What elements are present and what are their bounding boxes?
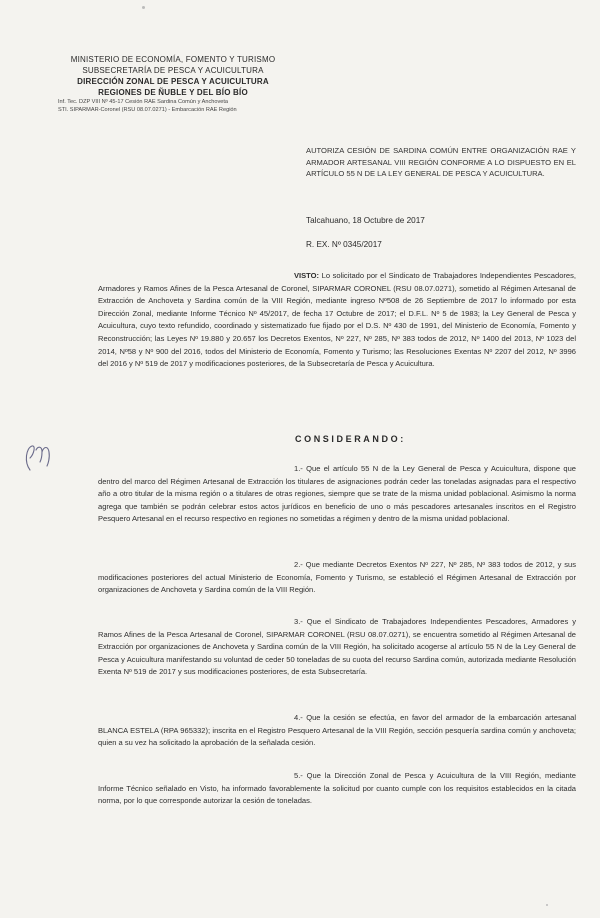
resolution-number: R. EX. Nº 0345/2017 [306, 240, 382, 249]
considerando-4-text: 4.- Que la cesión se efectúa, en favor del armador de la embarcación artesanal BLANCA ESTELA (RPA 965332); inscrita en el Registro Pesquero Artesanal de la VIII Región, sección pesquería sardina común y anchoveta; quien a su vez ha solicitado la aprobación de la señalada cesión. [98, 713, 576, 748]
ministry-line: MINISTERIO DE ECONOMÍA, FOMENTO Y TURISMO [70, 55, 276, 64]
reference-line-1: Inf. Tec. DZP VIII Nº 45-17 Cesión RAE Sardina Común y Anchoveta [58, 99, 229, 105]
scan-speck [546, 904, 548, 906]
scan-speck [142, 6, 145, 9]
reference-line-2: STI. SIPARMAR-Coronel (RSU 08.07.0271) - Embarcación RAE Región [58, 107, 237, 113]
direccion-zonal-line: DIRECCIÓN ZONAL DE PESCA Y ACUICULTURA [77, 77, 269, 86]
considerando-5 [98, 770, 576, 808]
considerando-2 [98, 559, 576, 597]
visto-text: Lo solicitado por el Sindicato de Trabajadores Independientes Pescadores, Armadores y Ramos Afines de la Pesca Artesanal de Coronel, SIPARMAR CORONEL (RSU 08.07.0271), sometido al Régimen Artesanal de Extracción de Anchoveta y Sardina común de la VIII Región, mediante ingreso Nº508 de 26 Septiembre de 2017 lo informado por esta Dirección Zonal, mediante Informe Técnico Nº 45/2017, de fecha 17 Octubre de 2017; el D.F.L. Nº 5 de 1983; la Ley General de Pesca y Acuicultura, cuyo texto refundido, coordinado y sistematizado fue fijado por el D.S. Nº 430 de 1991, del Ministerio de Economía, Fomento y Reconstrucción; las Leyes Nº 19.880 y 20.657 los Decretos Exentos, Nº 227, Nº 285, Nº 383 todos de 2012, Nº 1400 del 2013, Nº 1023 del 2014, Nº58 y Nº 900 del 2016, todos del Ministerio de Economía, Fomento y Turismo; las Resoluciones Exentas Nº 2207 del 2012, Nº 3996 del 2016 y Nº 519 de 2017 y modificaciones posteriores, de la Subsecretaría de Pesca y Acuicultura. [98, 271, 576, 369]
subsecretaria-line: SUBSECRETARÍA DE PESCA Y ACUICULTURA [82, 66, 264, 75]
considerando-3-text: 3.- Que el Sindicato de Trabajadores Independientes Pescadores, Armadores y Ramos Afines de la Pesca Artesanal de Coronel, SIPARMAR CORONEL (RSU 08.07.0271), se encuentra sometido al Régimen Artesanal de Extracción por organizaciones de Anchoveta y Sardina común de la VIII Región, ha solicitado acogerse al artículo 55 N de la Ley General de Pesca y Acuicultura manifestando su voluntad de ceder 50 toneladas de su cuota del recurso Sardina común, autorizada mediante Resolución Exenta Nº 519 de 2017 y sus modificaciones posteriores, de esta Subsecretaría. [98, 617, 576, 677]
letterhead [58, 54, 288, 114]
considerando-2-text: 2.- Que mediante Decretos Exentos Nº 227, Nº 285, Nº 383 todos de 2012, y sus modificaciones posteriores del actual Ministerio de Economía, Fomento y Turismo, se estableció el Régimen Artesanal de Extracción por organizaciones de Anchoveta y Sardina común de la VIII Región. [98, 560, 576, 595]
considerando-heading: CONSIDERANDO: [295, 434, 406, 444]
regiones-line: REGIONES DE ÑUBLE Y DEL BÍO BÍO [98, 88, 248, 97]
considerando-3 [98, 616, 576, 679]
considerando-5-text: 5.- Que la Dirección Zonal de Pesca y Acuicultura de la VIII Región, mediante Informe Técnico señalado en Visto, ha informado favorablemente la solicitud por cuanto cumple con los requisitos establecidos en la citada norma, por lo que corresponde autorizar la cesión de toneladas. [98, 771, 576, 806]
considerando-1-text: 1.- Que el artículo 55 N de la Ley General de Pesca y Acuicultura, dispone que dentro del marco del Régimen Artesanal de Extracción los titulares de asignaciones podrán ceder las toneladas asignadas para el respectivo año a otro titular de la misma región o a titulares de otras regiones, siempre que se trate de la misma unidad poblacional. Asimismo la norma agrega que también se podrán celebrar estos actos jurídicos en beneficio de uno o más pescadores artesanales inscritos en el Registro Pesquero Artesanal en el recurso respectivo en regiones no sometidas a régimen y dentro de la misma unidad poblacional. [98, 464, 576, 524]
handwritten-margin-mark [22, 440, 58, 480]
visto-label: VISTO: [294, 271, 320, 280]
resolution-summary: AUTORIZA CESIÓN DE SARDINA COMÚN ENTRE ORGANIZACIÓN RAE Y ARMADOR ARTESANAL VIII REGIÓN CONFORME A LO DISPUESTO EN EL ARTÍCULO 55 N DE LA LEY GENERAL DE PESCA Y ACUICULTURA. [306, 146, 576, 179]
considerando-1 [98, 463, 576, 526]
date-line: Talcahuano, 18 Octubre de 2017 [306, 216, 425, 225]
considerando-4 [98, 712, 576, 750]
visto-paragraph [98, 270, 576, 371]
